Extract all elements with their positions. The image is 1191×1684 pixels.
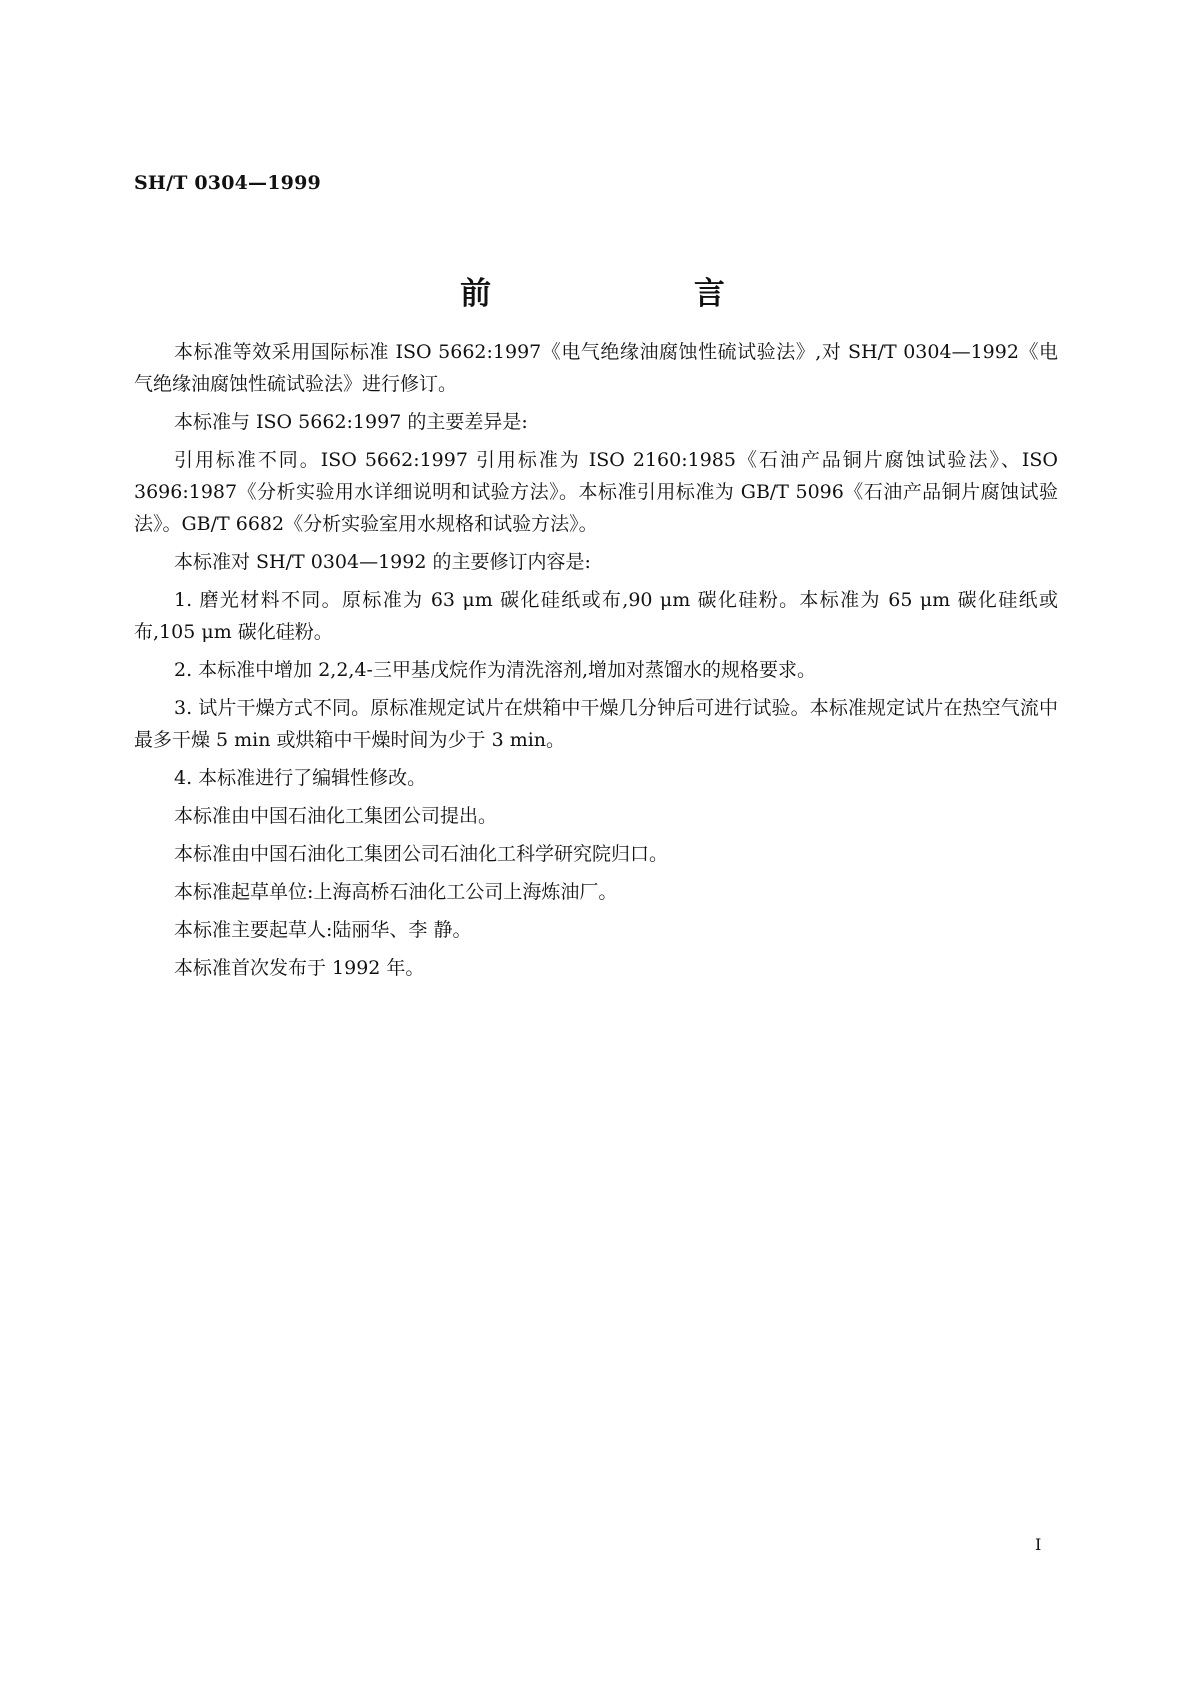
paragraph-drafting-unit: 本标准起草单位:上海高桥石油化工公司上海炼油厂。 xyxy=(174,881,618,903)
page-title: 前 言 xyxy=(460,276,821,312)
list-item-revision-1: 1. 磨光材料不同。原标准为 63 μm 碳化硅纸或布,90 μm 碳化硅粉。本标准为 65 μm 碳化硅纸或布,105 μm 碳化硅粉。 xyxy=(134,589,1058,643)
paragraph-technical-committee: 本标准由中国石油化工集团公司石油化工科学研究院归口。 xyxy=(174,843,669,865)
standard-code: SH/T 0304—1999 xyxy=(134,172,321,194)
paragraph-drafters: 本标准主要起草人:陆丽华、李 静。 xyxy=(174,919,472,941)
list-item-revision-2: 2. 本标准中增加 2,2,4-三甲基戊烷作为清洗溶剂,增加对蒸馏水的规格要求。 xyxy=(174,659,817,681)
list-item-revision-3: 3. 试片干燥方式不同。原标准规定试片在烘箱中干燥几分钟后可进行试验。本标准规定试片在热空气流中最多干燥 5 min 或烘箱中干燥时间为少于 3 min。 xyxy=(134,697,1058,751)
paragraph-referenced-standards: 引用标准不同。ISO 5662:1997 引用标准为 ISO 2160:1985《石油产品铜片腐蚀试验法》、ISO 3696:1987《分析实验用水详细说明和试验方法》。本标准引用标准为 GB/T 5096《石油产品铜片腐蚀试验法》。GB/T 6682《分析实验室用水规格和试验方法》。 xyxy=(134,449,1058,535)
paragraph-proposer: 本标准由中国石油化工集团公司提出。 xyxy=(174,805,498,827)
page-number: I xyxy=(1035,1535,1042,1554)
paragraph-differences-intro: 本标准与 ISO 5662:1997 的主要差异是: xyxy=(174,411,528,433)
paragraph-adoption: 本标准等效采用国际标准 ISO 5662:1997《电气绝缘油腐蚀性硫试验法》,对 SH/T 0304—1992《电气绝缘油腐蚀性硫试验法》进行修订。 xyxy=(134,341,1058,395)
paragraph-revisions-intro: 本标准对 SH/T 0304—1992 的主要修订内容是: xyxy=(174,551,591,573)
paragraph-first-publication: 本标准首次发布于 1992 年。 xyxy=(174,957,425,979)
preface-body xyxy=(134,336,1058,984)
list-item-revision-4: 4. 本标准进行了编辑性修改。 xyxy=(174,767,427,789)
